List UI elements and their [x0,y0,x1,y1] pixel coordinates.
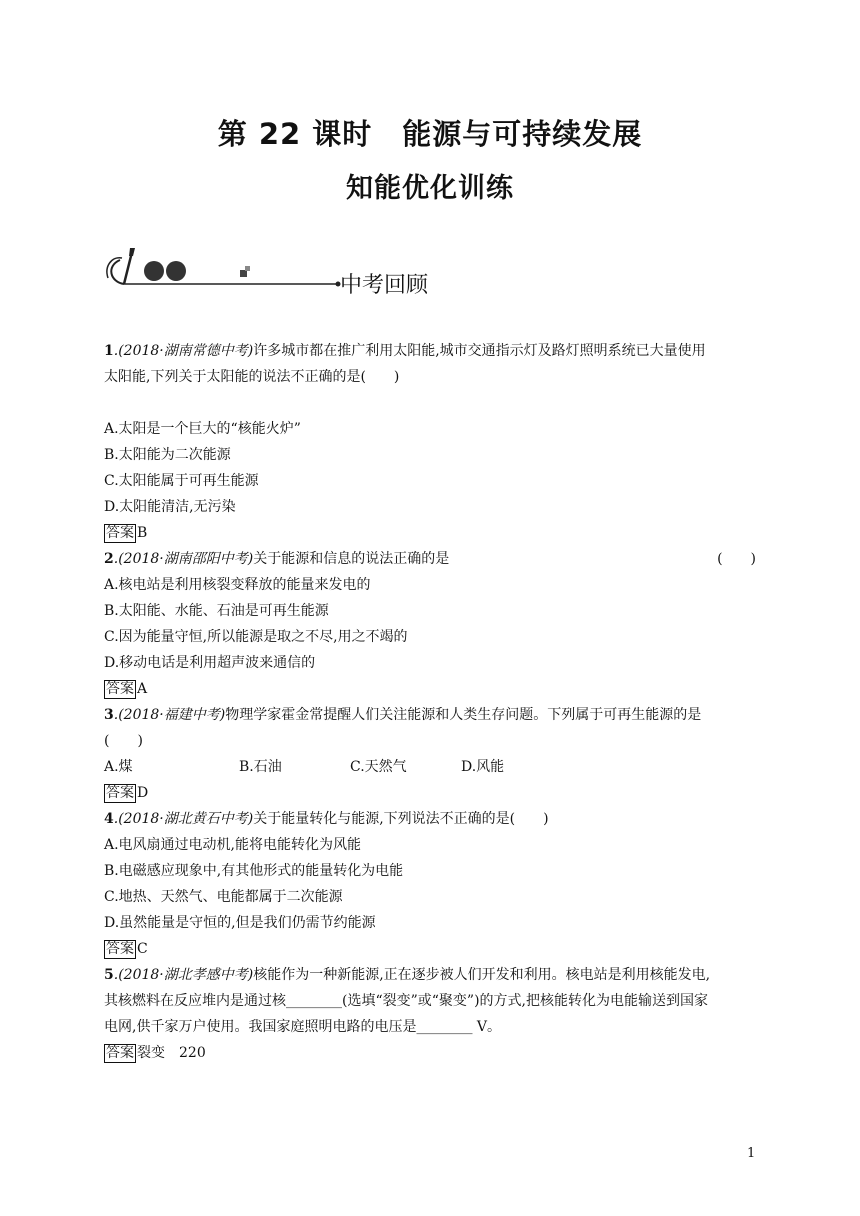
question-3 [104,702,764,806]
page-title: 第 22 课时 能源与可持续发展 [217,117,643,151]
question-number: 4 [104,811,114,827]
question-source: .(2018·福建中考) [113,707,226,723]
question-stem: 许多城市都在推广利用太阳能,城市交通指示灯及路灯照明系统已大量使用 [253,343,706,359]
option: C.太阳能属于可再生能源 [104,473,259,489]
option: A.煤 [104,759,133,775]
question-source: .(2018·湖南邵阳中考) [113,551,254,567]
option: B.太阳能、水能、石油是可再生能源 [104,603,329,619]
question-number: 5 [104,967,114,983]
answer-value: C [137,941,148,957]
question-4 [104,806,764,962]
question-stem: 关于能源和信息的说法正确的是 [253,551,450,567]
answer-tag: 答案 [106,681,134,697]
page-number: 1 [747,1146,756,1161]
option: D.风能 [461,759,505,775]
answer-tag: 答案 [106,785,134,801]
question-source: .(2018·湖北黄石中考) [113,811,254,827]
question-number: 1 [104,343,114,359]
answer-blank: ( ) [104,733,143,749]
option: B.石油 [239,759,282,775]
question-2 [104,546,764,702]
option: D.移动电话是利用超声波来通信的 [104,655,316,671]
question-number: 3 [104,707,114,723]
answer-value: B [137,525,148,541]
answer-value: D [137,785,149,801]
brush-icon [107,248,135,284]
decor-square [240,270,247,277]
question-5 [104,962,764,1066]
option: A.电风扇通过电动机,能将电能转化为风能 [104,837,362,853]
question-source: .(2018·湖南常德中考) [113,343,254,359]
decor-circle-right [166,261,186,281]
option: D.太阳能清洁,无污染 [104,499,236,515]
option: A.太阳是一个巨大的“核能火炉” [104,421,301,437]
option: C.地热、天然气、电能都属于二次能源 [104,889,343,905]
answer-tag: 答案 [106,941,134,957]
option: B.太阳能为二次能源 [104,447,231,463]
answer-tag: 答案 [106,1045,134,1061]
question-stem: 其核燃料在反应堆内是通过核________(选填“裂变”或“聚变”)的方式,把核能转化为电能输送到国家 [104,993,709,1009]
decor-circle-left [144,261,164,281]
question-stem: 物理学家霍金常提醒人们关注能源和人类生存问题。下列属于可再生能源的是 [225,707,702,723]
question-stem: 关于能量转化与能源,下列说法不正确的是( ) [253,811,549,827]
answer-tag: 答案 [106,525,134,541]
option: C.天然气 [350,759,407,775]
answer-value: 裂变 220 [137,1045,206,1061]
question-stem: 电网,供千家万户使用。我国家庭照明电路的电压是________ V。 [104,1019,502,1035]
option: C.因为能量守恒,所以能源是取之不尽,用之不竭的 [104,629,408,645]
question-stem: 太阳能,下列关于太阳能的说法不正确的是( ) [104,369,400,385]
option: A.核电站是利用核裂变释放的能量来发电的 [104,577,371,593]
question-1 [104,338,764,546]
page-subtitle: 知能优化训练 [346,173,514,204]
question-stem: 核能作为一种新能源,正在逐步被人们开发和利用。核电站是利用核能发电, [253,967,711,983]
question-number: 2 [104,551,114,567]
answer-value: A [137,681,148,697]
option: B.电磁感应现象中,有其他形式的能量转化为电能 [104,863,404,879]
section-label: 中考回顾 [340,273,429,298]
question-source: .(2018·湖北孝感中考) [113,967,254,983]
answer-blank: ( ) [717,551,756,567]
option: D.虽然能量是守恒的,但是我们仍需节约能源 [104,915,376,931]
